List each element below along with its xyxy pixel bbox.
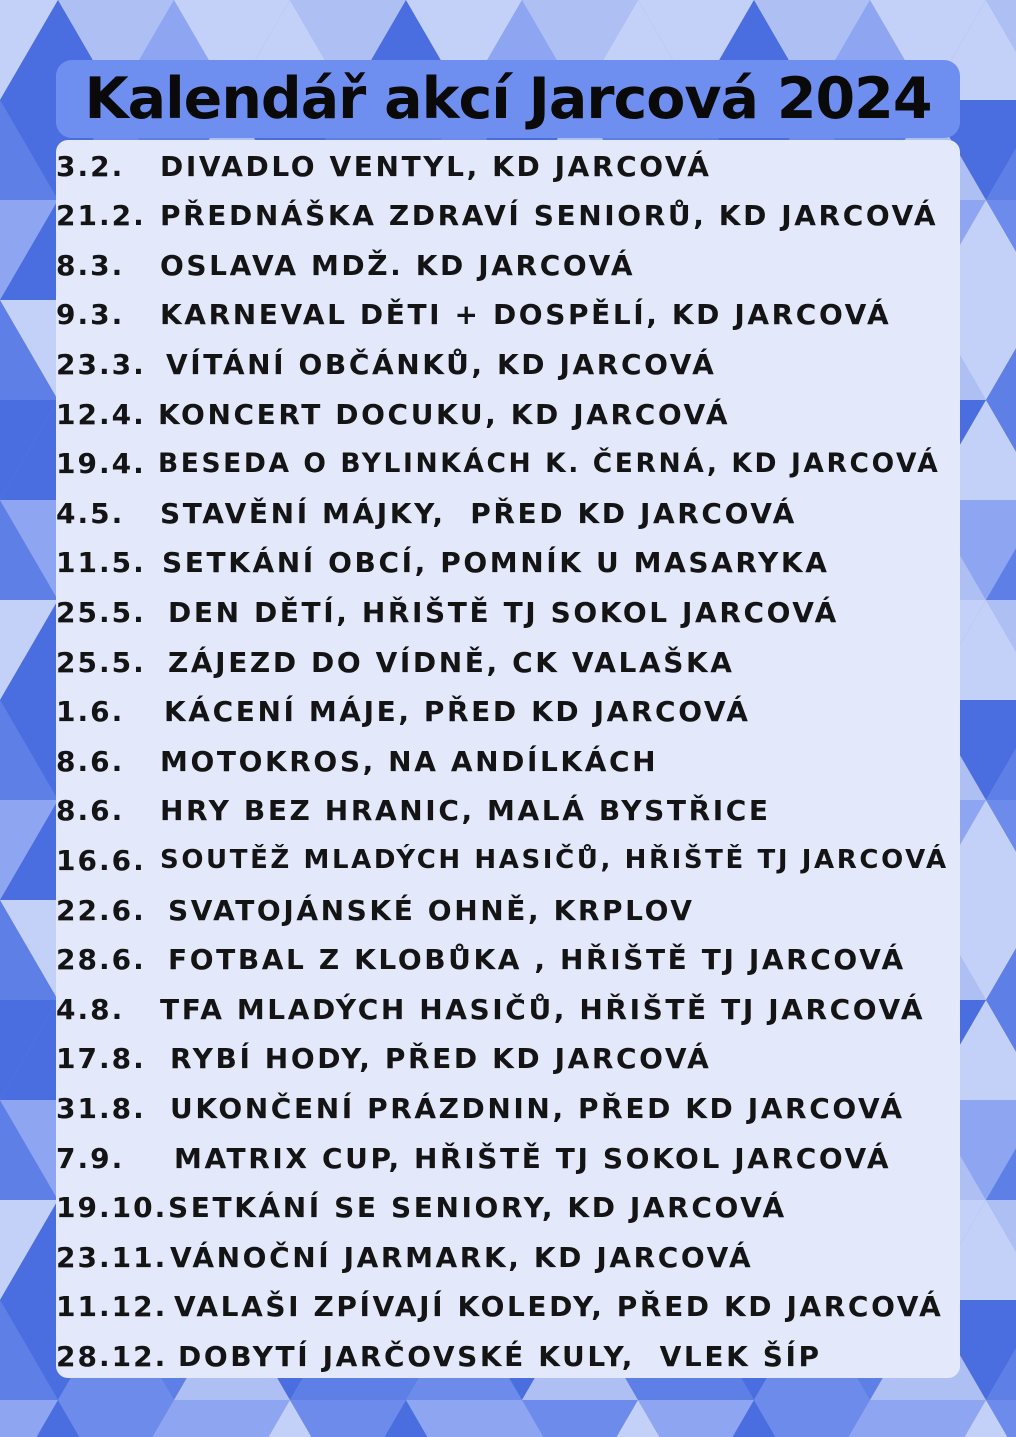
event-row (56, 1188, 956, 1228)
event-name: MOTOKROS, NA ANDÍLKÁCH (160, 744, 659, 778)
event-name: VALAŠI ZPÍVAJÍ KOLEDY, PŘED KD JARCOVÁ (174, 1290, 944, 1324)
event-list (56, 140, 960, 1378)
event-date: 22.6. (56, 893, 146, 927)
event-date: 8.3. (56, 248, 125, 282)
event-date: 7.9. (56, 1141, 125, 1175)
event-row (56, 245, 956, 285)
event-row (56, 394, 956, 434)
event-date: 16.6. (56, 843, 146, 877)
event-name: SVATOJÁNSKÉ OHNĚ, KRPLOV (168, 893, 695, 927)
event-name: SETKÁNÍ SE SENIORY, KD JARCOVÁ (168, 1191, 787, 1225)
event-date: 4.5. (56, 496, 125, 530)
title-banner (56, 60, 960, 138)
event-row (56, 1039, 956, 1079)
event-name: SOUTĚŽ MLADÝCH HASIČŮ, HŘIŠTĚ TJ JARCOVÁ (160, 845, 949, 876)
event-name: KÁCENÍ MÁJE, PŘED KD JARCOVÁ (164, 695, 751, 729)
event-row (56, 940, 956, 980)
event-name: FOTBAL Z KLOBŮKA , HŘIŠTĚ TJ JARCOVÁ (168, 943, 906, 977)
event-name: PŘEDNÁŠKA ZDRAVÍ SENIORŮ, KD JARCOVÁ (160, 199, 939, 233)
event-row (56, 989, 956, 1029)
event-date: 1.6. (56, 695, 125, 729)
event-date: 25.5. (56, 595, 146, 629)
event-row (56, 692, 956, 732)
event-name: BESEDA O BYLINKÁCH K. ČERNÁ, KD JARCOVÁ (158, 448, 941, 480)
event-date: 21.2. (56, 199, 146, 233)
event-name: VÍTÁNÍ OBČÁNKŮ, KD JARCOVÁ (166, 347, 717, 381)
event-name: ZÁJEZD DO VÍDNĚ, CK VALAŠKA (168, 645, 735, 679)
event-date: 12.4. (56, 397, 146, 431)
event-row (56, 344, 956, 384)
event-date: 19.10. (56, 1191, 168, 1225)
event-date: 28.12. (56, 1339, 168, 1373)
event-row (56, 791, 956, 831)
event-name: DOBYTÍ JARČOVSKÉ KULY, VLEK ŠÍP (178, 1339, 822, 1373)
event-date: 11.12. (56, 1290, 168, 1324)
event-date: 25.5. (56, 645, 146, 679)
event-date: 3.2. (56, 149, 125, 183)
event-date: 31.8. (56, 1091, 146, 1125)
event-name: RYBÍ HODY, PŘED KD JARCOVÁ (170, 1042, 712, 1076)
event-name: DIVADLO VENTYL, KD JARCOVÁ (160, 149, 712, 183)
event-name: TFA MLADÝCH HASIČŮ, HŘIŠTĚ TJ JARCOVÁ (160, 992, 926, 1026)
event-row (56, 196, 956, 236)
event-row (56, 295, 956, 335)
event-name: KARNEVAL DĚTI + DOSPĚLÍ, KD JARCOVÁ (160, 298, 892, 332)
event-date: 8.6. (56, 794, 125, 828)
event-name: UKONČENÍ PRÁZDNIN, PŘED KD JARCOVÁ (170, 1091, 905, 1125)
event-date: 23.11. (56, 1240, 168, 1274)
event-row (56, 1287, 956, 1327)
event-date: 8.6. (56, 744, 125, 778)
event-name: MATRIX CUP, HŘIŠTĚ TJ SOKOL JARCOVÁ (174, 1141, 892, 1175)
event-row (56, 741, 956, 781)
event-date: 9.3. (56, 298, 125, 332)
event-row (56, 592, 956, 632)
event-row (56, 146, 956, 186)
event-name: SETKÁNÍ OBCÍ, POMNÍK U MASARYKA (162, 546, 830, 580)
event-row (56, 890, 956, 930)
event-name: KONCERT DOCUKU, KD JARCOVÁ (158, 397, 731, 431)
event-row (56, 493, 956, 533)
event-date: 4.8. (56, 992, 125, 1026)
event-name: VÁNOČNÍ JARMARK, KD JARCOVÁ (170, 1240, 754, 1274)
event-row (56, 543, 956, 583)
event-name: DEN DĚTÍ, HŘIŠTĚ TJ SOKOL JARCOVÁ (168, 595, 839, 629)
event-row (56, 1138, 956, 1178)
event-name: STAVĚNÍ MÁJKY, PŘED KD JARCOVÁ (160, 496, 797, 530)
page-title: Kalendář akcí Jarcová 2024 (84, 66, 932, 132)
event-row (56, 840, 956, 880)
event-date: 11.5. (56, 546, 146, 580)
event-date: 28.6. (56, 943, 146, 977)
event-row (56, 642, 956, 682)
event-date: 17.8. (56, 1042, 146, 1076)
event-row (56, 1237, 956, 1277)
event-date: 19.4. (56, 447, 146, 481)
event-date: 23.3. (56, 347, 146, 381)
event-row (56, 1336, 956, 1376)
event-name: OSLAVA MDŽ. KD JARCOVÁ (160, 248, 636, 282)
event-name: HRY BEZ HRANIC, MALÁ BYSTŘICE (160, 794, 771, 828)
event-row (56, 1088, 956, 1128)
event-row (56, 444, 956, 484)
